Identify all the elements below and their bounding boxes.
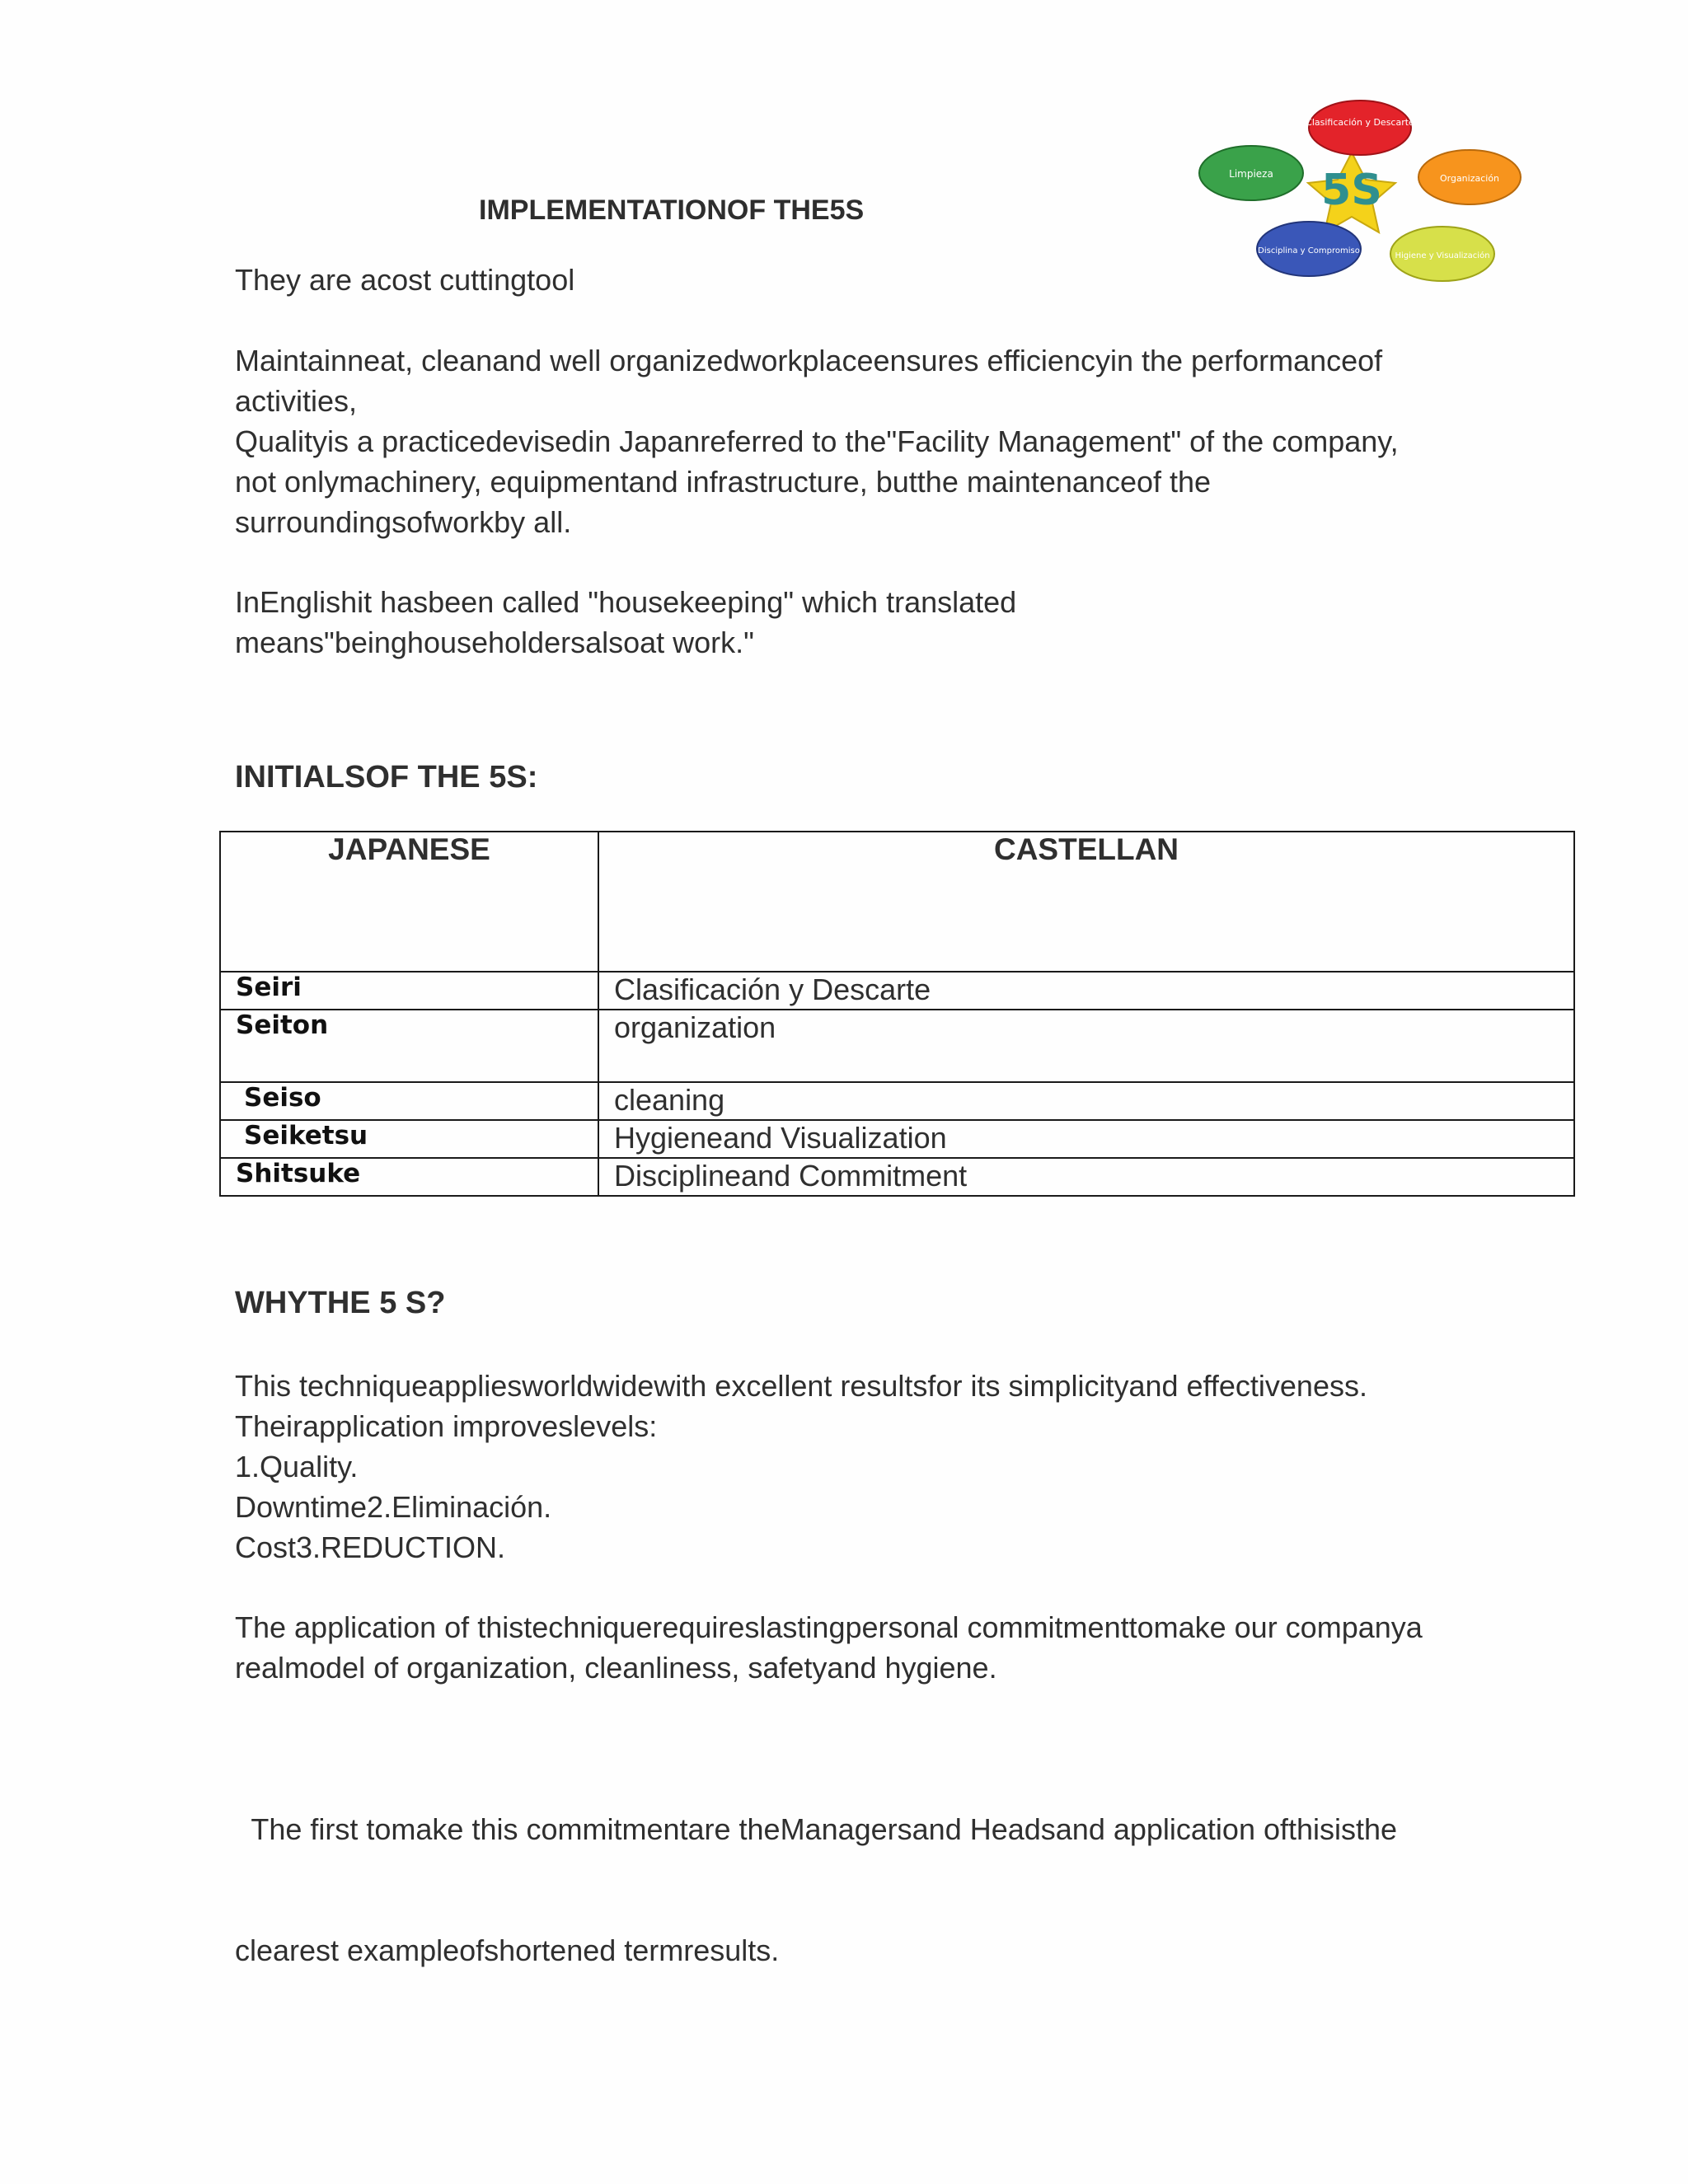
table-row <box>220 1158 1574 1196</box>
cell-castellan: cleaning <box>598 1082 1574 1120</box>
cell-castellan: Hygieneand Visualization <box>598 1120 1574 1158</box>
table-header-row <box>220 832 1574 972</box>
petal-label-2: Organización <box>1439 173 1500 184</box>
cell-japanese: Seiketsu <box>220 1120 598 1158</box>
5s-table <box>219 831 1575 1197</box>
why-paragraph-3: The first tomake this commitmentare theManagersand Headsand application ofthisisthe clearest exampleofshortened termresults. <box>235 1812 1398 1967</box>
cell-castellan: organization <box>598 1010 1574 1082</box>
cell-castellan: Clasificación y Descarte <box>598 972 1574 1010</box>
5s-logo <box>1175 91 1529 293</box>
cell-japanese: Seiso <box>220 1082 598 1120</box>
cell-japanese: Shitsuke <box>220 1158 598 1196</box>
petal-label-4: Disciplina y Compromiso <box>1258 246 1360 255</box>
petal-red <box>1309 101 1411 155</box>
header-castellan: CASTELLAN <box>598 832 1574 972</box>
intro-paragraph-1: Maintainneat, cleanand well organizedworkplaceensures efficiencyin the performanceof activities, Qualityis a practicedevisedin Japanreferred to the"Facility Management" of the company, not onlymachinery, equipmentand infrastructure, butthe maintenanceof the surroundingsofworkby all. <box>235 344 1399 539</box>
cell-japanese: Seiri <box>220 972 598 1010</box>
cell-castellan: Disciplineand Commitment <box>598 1158 1574 1196</box>
why-paragraph-1: This techniqueappliesworldwidewith excellent resultsfor its simplicityand effectiveness. Theirapplication improveslevels: 1.Quality. Downtime2.Eliminación. Cost3.REDUCTION. <box>235 1369 1367 1564</box>
table-row <box>220 1010 1574 1082</box>
why-heading: WHYTHE 5 S? <box>235 1286 446 1320</box>
page-title: IMPLEMENTATIONOF THE5S <box>479 194 865 226</box>
header-japanese: JAPANESE <box>220 832 598 972</box>
logo-center-label: 5S <box>1321 166 1382 215</box>
initials-heading: INITIALSOF THE 5S: <box>235 760 538 794</box>
petal-label-3: Higiene y Visualización <box>1395 251 1490 260</box>
table-row <box>220 972 1574 1010</box>
petal-label-1: Clasificación y Descarte <box>1306 117 1414 128</box>
petal-label-5: Limpieza <box>1229 168 1273 180</box>
table-row <box>220 1120 1574 1158</box>
why-paragraph-2: The application of thistechniquerequireslastingpersonal commitmenttomake our companya realmodel of organization, cleanliness, safetyand hygiene. <box>235 1610 1423 1685</box>
intro-line: They are acost cuttingtool <box>235 263 575 297</box>
cell-japanese: Seiton <box>220 1010 598 1082</box>
table-row <box>220 1082 1574 1120</box>
intro-paragraph-2: InEnglishit hasbeen called "housekeeping" which translated means"beinghouseholdersalsoat work." <box>235 585 1017 659</box>
